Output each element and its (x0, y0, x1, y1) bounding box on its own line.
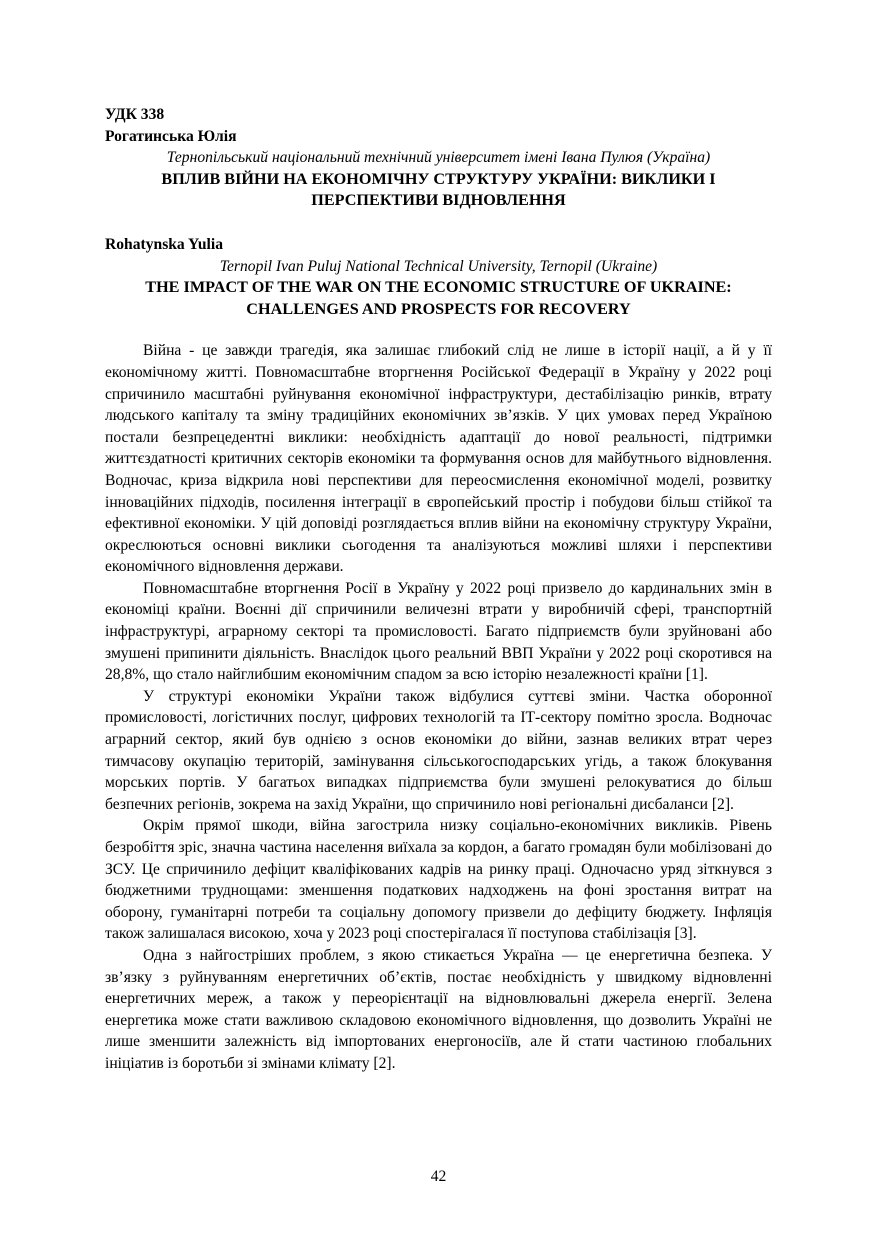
udk-code: УДК 338 (105, 106, 165, 123)
author-ua: Рогатинська Юлія (105, 127, 237, 145)
spacer (105, 320, 772, 340)
paragraph: Повномасштабне вторгнення Росії в Україну у 2022 році призвело до кардинальних змін в економіці країни. Воєнні дії спричинили величезні втрати у виробничій сфері, транспортній інфраструктурі, аграрному секторі та промисловості. Багато підприємств були зруйновані або змушені припинити діяльність. Внаслідок цього реальний ВВП України у 2022 році скоротився на 28,8%, що стало найглибшим економічним спадом за всю історію незалежності країни [1]. (105, 579, 772, 684)
affiliation-en: Ternopil Ivan Puluj National Technical University, Ternopil (Ukraine) (219, 257, 658, 275)
document-page (105, 104, 772, 1075)
paragraph: У структурі економіки України також відбулися суттєві зміни. Частка оборонної промисловості, логістичних послуг, цифрових технологій та ІТ-сектору помітно зросла. Водночас аграрний сектор, який був однією з основ економіки до війни, зазнав великих втрат через тимчасову окупацію територій, замінування сільськогосподарських угідь, а також блокування морських портів. У багатьох випадках підприємства були змушені релокуватися до більш безпечних регіонів, зокрема на захід України, що спричинило нові регіональні дисбаланси [2]. (105, 687, 772, 813)
page-number: 42 (430, 1168, 447, 1185)
body-text (105, 340, 772, 1074)
title-en: THE IMPACT OF THE WAR ON THE ECONOMIC STRUCTURE OF UKRAINE: CHALLENGES AND PROSPECTS FOR RECOVERY (145, 278, 732, 318)
title-ua: ВПЛИВ ВІЙНИ НА ЕКОНОМІЧНУ СТРУКТУРУ УКРАЇНИ: ВИКЛИКИ І ПЕРСПЕКТИВИ ВІДНОВЛЕННЯ (161, 169, 716, 210)
paragraph: Окрім прямої шкоди, війна загострила низку соціально-економічних викликів. Рівень безробіття зріс, значна частина населення виїхала за кордон, а багато громадян були мобілізовані до ЗСУ. Це спричинило дефіцит кваліфікованих кадрів на ринку праці. Одночасно уряд зіткнувся з бюджетними труднощами: зменшення податкових надходжень на фоні зростання витрат на оборону, гуманітарні потреби та соціальну допомогу призвели до дефіциту бюджету. Інфляція також залишалася високою, хоча у 2023 році спостерігалася її поступова стабілізація [3]. (105, 817, 772, 943)
affiliation-ua: Тернопільський національний технічний університет імені Івана Пулюя (Україна) (166, 149, 711, 167)
paragraph: Одна з найгостріших проблем, з якою стикається Україна — це енергетична безпека. У зв’язку з руйнуванням енергетичних об’єктів, постає необхідність у швидкому відновленні енергетичних мереж, а також у переорієнтації на відновлювальні джерела енергії. Зелена енергетика може стати важливою складовою економічного відновлення, що дозволить Україні не лише зменшити залежність від імпортованих енергоносіїв, але й стати частиною глобальних ініціатив із боротьби зі змінами клімату [2]. (105, 946, 772, 1072)
paragraph: Війна - це завжди трагедія, яка залишає глибокий слід не лише в історії нації, а й у її економічному житті. Повномасштабне вторгнення Російської Федерації в Україну у 2022 році спричинило масштабні руйнування економічної інфраструктури, дестабілізацію ринків, втрату людського капіталу та зміну традиційних економічних зв’язків. У цих умовах перед Україною постали безпрецедентні виклики: необхідність адаптації до нової реальності, підтримки життєздатності критичних секторів економіки та формування основ для майбутнього відновлення. Водночас, криза відкрила нові перспективи для переосмислення економічної моделі, розвитку інноваційних підходів, посилення інтеграції в європейський простір і побудови більш стійкої та ефективної економіки. У цій доповіді розглядається вплив війни на економічну структуру України, окреслюються основні виклики сьогодення та аналізуються можливі шляхи і перспективи економічного відновлення держави. (105, 342, 772, 576)
author-en: Rohatynska Yulia (105, 235, 224, 253)
spacer (105, 212, 772, 234)
